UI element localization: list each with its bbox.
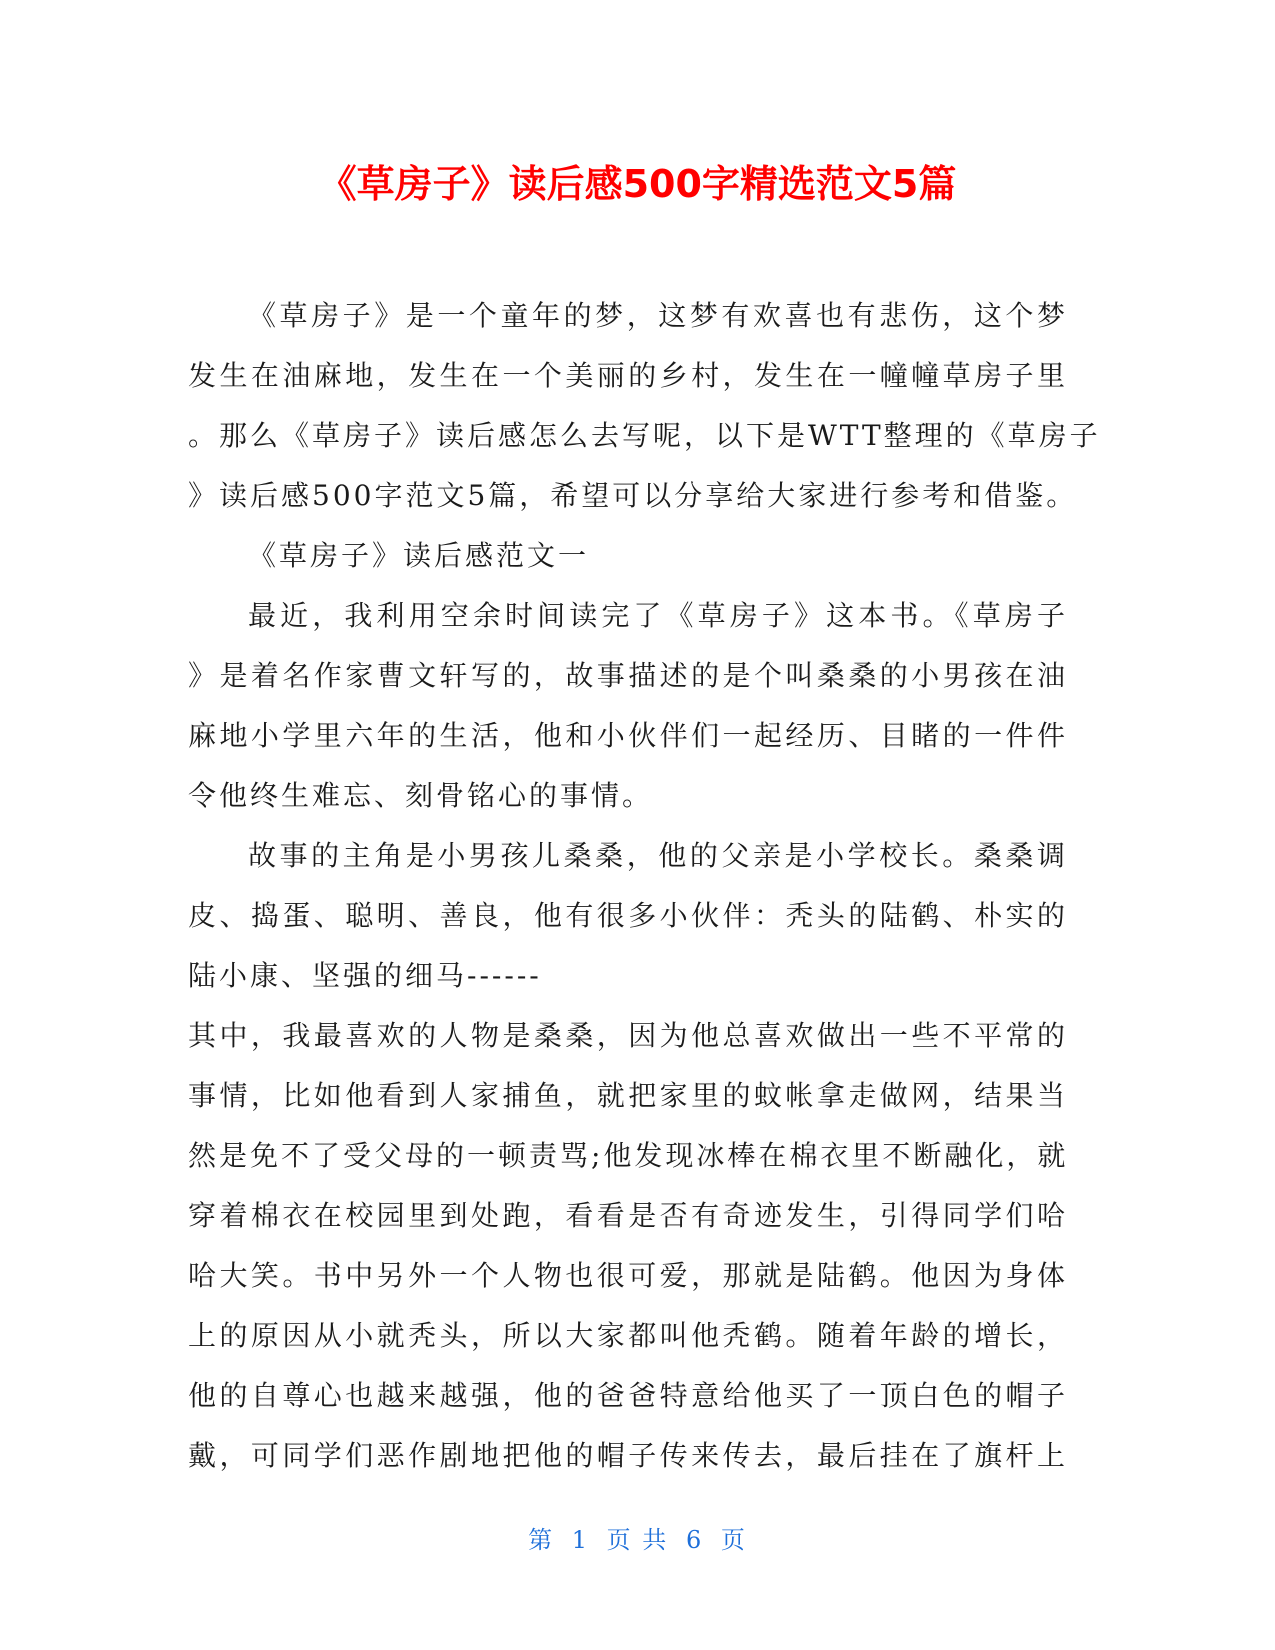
text-line: 穿着棉衣在校园里到处跑，看看是否有奇迹发生，引得同学们哈 [188, 1199, 1068, 1232]
text-line: 事情，比如他看到人家捕鱼，就把家里的蚊帐拿走做网，结果当 [188, 1079, 1068, 1112]
footer-suffix: 页 [720, 1526, 747, 1554]
text-line: 麻地小学里六年的生活，他和小伙伴们一起经历、目睹的一件件 [188, 719, 1068, 752]
text-line: 然是免不了受父母的一顿责骂;他发现冰棒在棉衣里不断融化，就 [188, 1139, 1069, 1172]
document-title: 《草房子》读后感500字精选范文5篇 [318, 162, 957, 206]
text-line: 》读后感500字范文5篇，希望可以分享给大家进行参考和借鉴。 [188, 479, 1078, 512]
text-line: 《草房子》是一个童年的梦，这梦有欢喜也有悲伤，这个梦 [248, 299, 1068, 332]
text-line: 其中，我最喜欢的人物是桑桑，因为他总喜欢做出一些不平常的 [188, 1019, 1068, 1052]
document-body [188, 286, 1101, 1486]
text-line: 。那么《草房子》读后感怎么去写呢，以下是WTT整理的《草房子 [188, 419, 1101, 452]
text-line: 发生在油麻地，发生在一个美丽的乡村，发生在一幢幢草房子里 [188, 359, 1068, 392]
text-line: 故事的主角是小男孩儿桑桑，他的父亲是小学校长。桑桑调 [248, 839, 1068, 872]
text-line: 上的原因从小就秃头，所以大家都叫他秃鹤。随着年龄的增长， [188, 1319, 1068, 1352]
footer-middle: 页 共 [606, 1526, 669, 1554]
text-line: 令他终生难忘、刻骨铭心的事情。 [188, 779, 654, 812]
current-page-number: 1 [571, 1526, 590, 1554]
text-line: 他的自尊心也越来越强，他的爸爸特意给他买了一顶白色的帽子 [188, 1379, 1068, 1412]
text-line: 皮、捣蛋、聪明、善良，他有很多小伙伴：秃头的陆鹤、朴实的 [188, 899, 1068, 932]
total-page-count: 6 [685, 1526, 704, 1554]
footer-prefix: 第 [528, 1526, 555, 1554]
text-line: 陆小康、坚强的细马------ [188, 959, 542, 992]
text-line: 最近，我利用空余时间读完了《草房子》这本书。《草房子 [248, 599, 1068, 632]
page-number-footer [0, 1524, 1275, 1556]
text-line: 戴，可同学们恶作剧地把他的帽子传来传去，最后挂在了旗杆上 [188, 1439, 1068, 1472]
text-line: 》是着名作家曹文轩写的，故事描述的是个叫桑桑的小男孩在油 [188, 659, 1068, 692]
section-heading: 《草房子》读后感范文一 [248, 539, 590, 572]
text-line: 哈大笑。书中另外一个人物也很可爱，那就是陆鹤。他因为身体 [188, 1259, 1068, 1292]
